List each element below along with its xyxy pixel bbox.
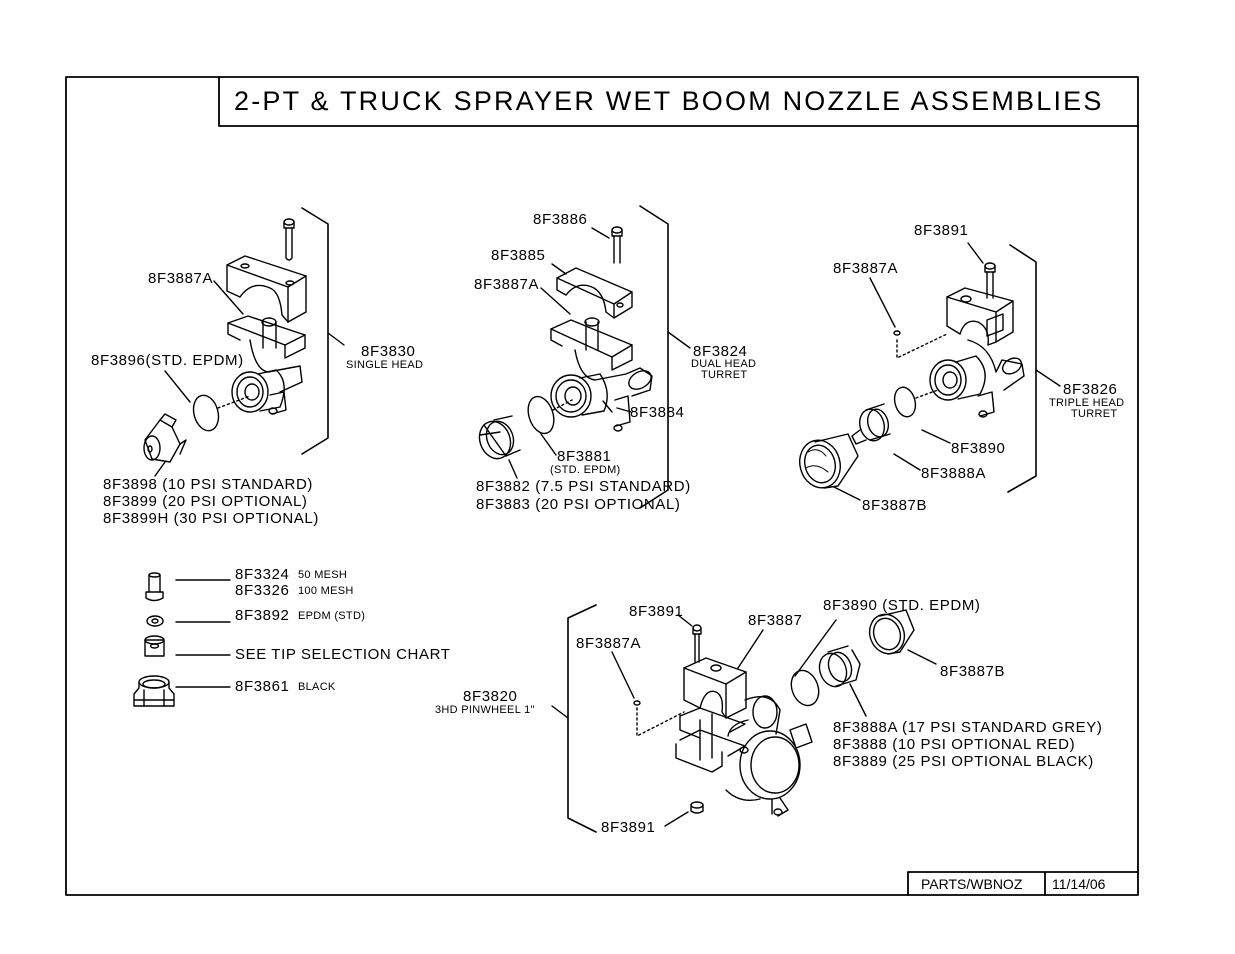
- triple-head-nut-label: 8F3887B: [862, 497, 928, 514]
- cap-label: 8F3861: [235, 678, 290, 695]
- single-head-diaphragm: [190, 393, 222, 434]
- dual-head-bolt: [612, 227, 622, 263]
- dual-head-clamp: [557, 268, 632, 318]
- dual-head-cap-label-2: 8F3883 (20 PSI OPTIONAL): [476, 496, 681, 513]
- dual-head-body-label: 8F3884: [630, 404, 685, 421]
- gasket-desc: EPDM (STD): [298, 610, 366, 622]
- triple-head-nut: [794, 434, 858, 492]
- single-head-bolt-block-label: 8F3887A: [148, 270, 214, 287]
- dual-head-assembly-label: 8F3824: [693, 343, 748, 360]
- cap-part: [134, 676, 174, 706]
- dual-head-diaphragm-label: 8F3881: [557, 448, 612, 465]
- triple-head-diaphragm-label: 8F3890: [951, 440, 1006, 457]
- dual-head-bolt-label: 8F3886: [533, 211, 588, 228]
- gasket-part: [147, 616, 163, 626]
- triple-head-body: [930, 340, 1024, 417]
- pinwheel-nut: [864, 609, 914, 658]
- strainer-1-desc: 50 MESH: [298, 569, 348, 581]
- dual-head-clamp-label: 8F3885: [491, 247, 546, 264]
- dual-head-cap-label-1: 8F3882 (7.5 PSI STANDARD): [476, 478, 691, 495]
- pinwheel-body: [676, 696, 812, 816]
- pinwheel-assembly-label: 8F3820: [463, 688, 518, 705]
- pinwheel-bottom-nut: [691, 802, 703, 813]
- strainer-2-desc: 100 MESH: [298, 585, 354, 597]
- single-head-assembly-label: 8F3830: [361, 343, 416, 360]
- triple-head-bolt-label: 8F3891: [914, 222, 969, 239]
- single-head-assembly-drawing: [144, 208, 344, 476]
- triple-head-diaphragm: [891, 385, 918, 419]
- page-title: 2-PT & TRUCK SPRAYER WET BOOM NOZZLE ASSEMBLIES: [234, 86, 1104, 116]
- triple-head-assembly-desc-1: TRIPLE HEAD: [1049, 397, 1125, 409]
- single-head-assembly-desc: SINGLE HEAD: [346, 359, 424, 371]
- pinwheel-diaphragm: [787, 667, 824, 710]
- pinwheel-bolt: [693, 625, 701, 662]
- strainer-1-label: 8F3324: [235, 566, 290, 583]
- pinwheel-cap: [815, 646, 860, 690]
- single-head-cap-label-2: 8F3899 (20 PSI OPTIONAL): [103, 493, 308, 510]
- dual-head-diaphragm: [524, 393, 559, 437]
- triple-head-assembly-drawing: [794, 243, 1060, 500]
- dual-head-assembly-desc-1: DUAL HEAD: [691, 358, 757, 370]
- single-head-cap-label-1: 8F3898 (10 PSI STANDARD): [103, 476, 314, 493]
- single-head-clamp: [227, 256, 306, 322]
- single-head-cap: [144, 414, 186, 462]
- pinwheel-cap-label-1: 8F3888A (17 PSI STANDARD GREY): [833, 719, 1103, 736]
- strainer-2-label: 8F3326: [235, 582, 290, 599]
- pinwheel-body-label: 8F3887: [748, 612, 803, 629]
- pinwheel-bolt-label: 8F3891: [629, 603, 684, 620]
- triple-head-bolt: [985, 263, 995, 298]
- dual-head-bolt-block-label: 8F3887A: [474, 276, 540, 293]
- pinwheel-nut-label: 8F3887B: [940, 663, 1006, 680]
- pinwheel-bottom-nut-label: 8F3891: [601, 819, 656, 836]
- pinwheel-cap-label-2: 8F3888 (10 PSI OPTIONAL RED): [833, 736, 1076, 753]
- dual-head-assembly-desc-2: TURRET: [701, 369, 748, 381]
- cap-desc: BLACK: [298, 681, 336, 693]
- tip-label: SEE TIP SELECTION CHART: [235, 646, 451, 663]
- drawing-id: PARTS/WBNOZ: [921, 876, 1023, 892]
- pinwheel-bolt-block-label: 8F3887A: [576, 635, 642, 652]
- single-head-bolt: [284, 219, 294, 260]
- triple-head-assembly-label: 8F3826: [1063, 381, 1118, 398]
- tip-parts-drawing: [134, 573, 230, 706]
- dual-head-cap: [474, 416, 520, 463]
- triple-head-bolt-block-label: 8F3887A: [833, 260, 899, 277]
- pinwheel-cap-label-3: 8F3889 (25 PSI OPTIONAL BLACK): [833, 753, 1094, 770]
- single-head-diaphragm-label: 8F3896(STD. EPDM): [91, 352, 244, 369]
- pinwheel-diaphragm-label: 8F3890 (STD. EPDM): [823, 597, 981, 614]
- triple-head-assembly-desc-2: TURRET: [1071, 408, 1118, 420]
- gasket-label: 8F3892: [235, 607, 290, 624]
- single-head-cap-label-3: 8F3899H (30 PSI OPTIONAL): [103, 510, 319, 527]
- triple-head-cap-label: 8F3888A: [921, 465, 987, 482]
- pinwheel-clamp: [684, 658, 746, 718]
- strainer-part: [146, 573, 163, 601]
- pinwheel-assembly-desc: 3HD PINWHEEL 1": [435, 704, 535, 716]
- tip-part: [145, 636, 164, 656]
- triple-head-clamp: [947, 288, 1013, 345]
- drawing-date: 11/14/06: [1052, 876, 1106, 892]
- dual-head-diaphragm-desc: (STD. EPDM): [550, 464, 621, 476]
- triple-head-cap: [852, 404, 891, 444]
